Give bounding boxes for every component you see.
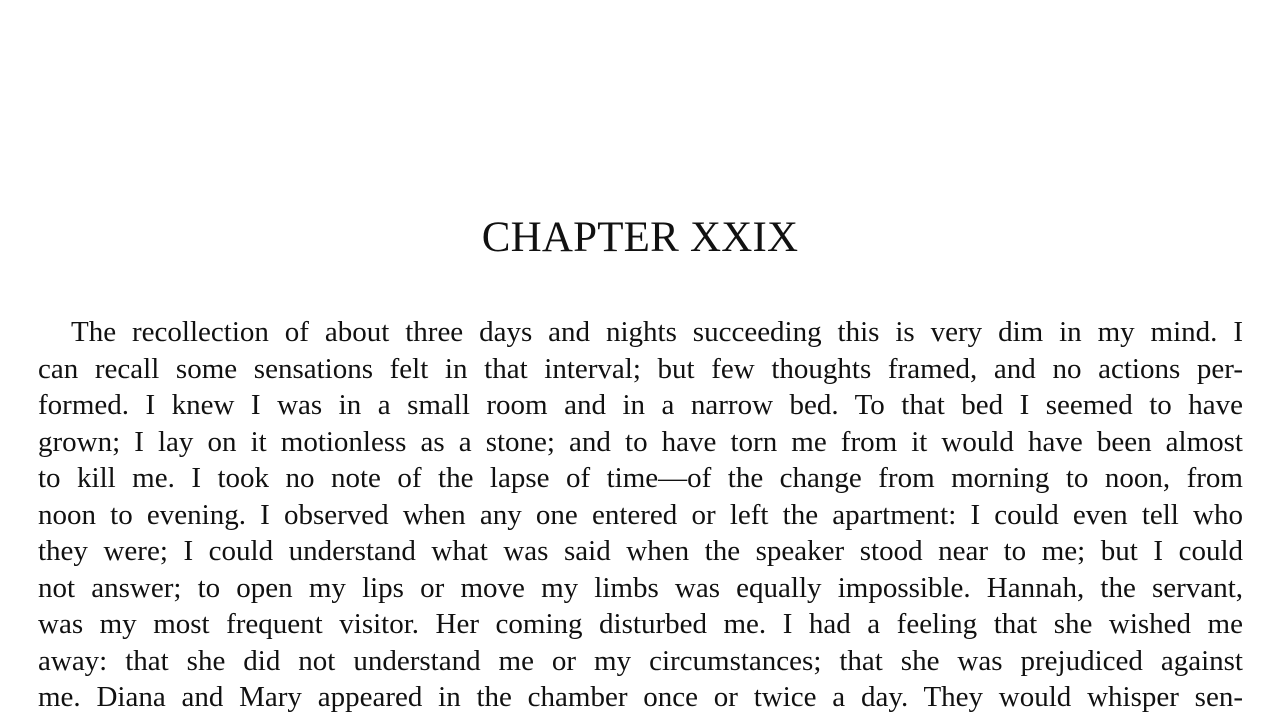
chapter-body xyxy=(38,314,1243,716)
paragraph-line: away: that she did not understand me or my circumstances; that she was prejudiced against xyxy=(38,644,1243,677)
paragraph-line: not answer; to open my lips or move my limbs was equally impossible. Hannah, the servant, xyxy=(38,571,1243,604)
paragraph-line: grown; I lay on it motionless as a stone; and to have torn me from it would have been almost xyxy=(38,425,1243,458)
paragraph-line: The recollection of about three days and nights succeeding this is very dim in my mind. I xyxy=(71,316,1243,348)
paragraph-line: can recall some sensations felt in that interval; but few thoughts framed, and no actions per- xyxy=(38,352,1243,385)
paragraph-line: to kill me. I took no note of the lapse of time—of the change from morning to noon, from xyxy=(38,462,1243,494)
paragraph-line: noon to evening. I observed when any one entered or left the apartment: I could even tell who xyxy=(38,498,1243,531)
paragraph-line: me. Diana and Mary appeared in the chamber once or twice a day. They would whisper sen- xyxy=(38,681,1243,713)
paragraph-line: was my most frequent visitor. Her coming disturbed me. I had a feeling that she wished me xyxy=(38,608,1243,640)
chapter-title: CHAPTER XXIX xyxy=(481,214,799,261)
paragraph-line: formed. I knew I was in a small room and in a narrow bed. To that bed I seemed to have xyxy=(38,389,1243,421)
paragraph-line: they were; I could understand what was said when the speaker stood near to me; but I could xyxy=(38,535,1243,567)
